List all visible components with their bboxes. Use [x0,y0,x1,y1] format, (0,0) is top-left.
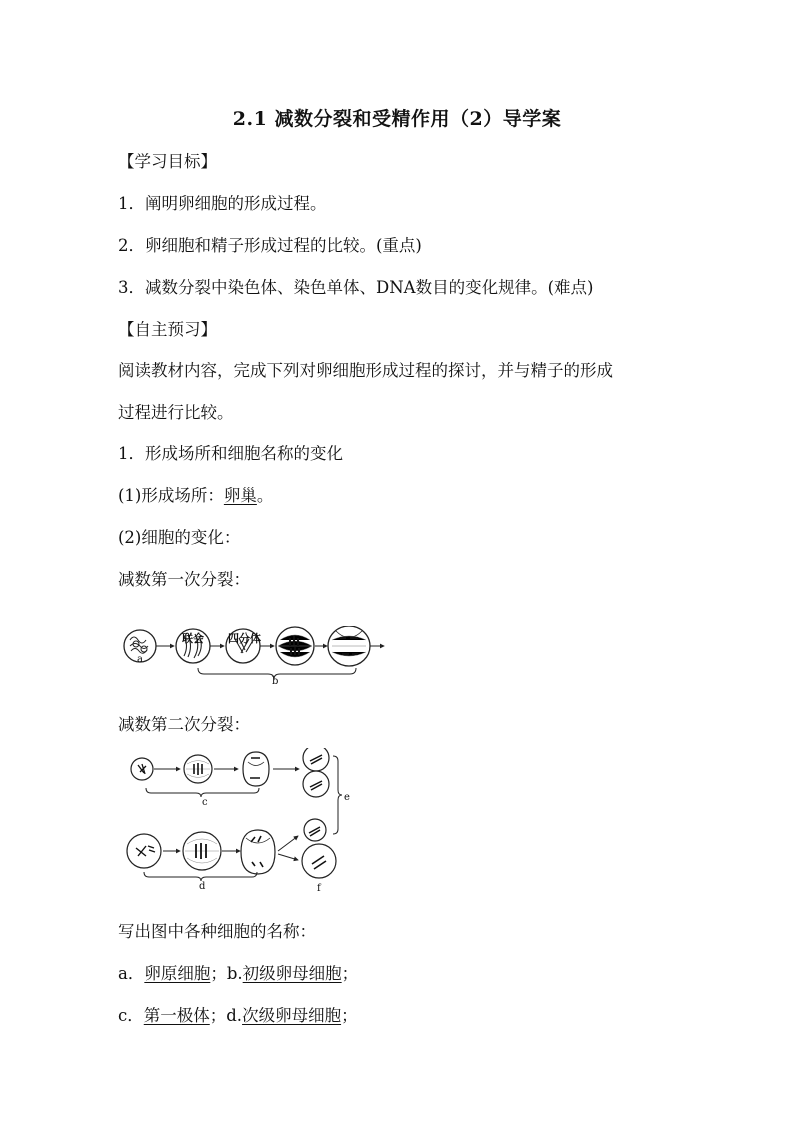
label-e: e [344,792,350,803]
page-title: 2.1 减数分裂和受精作用（2）导学案 [232,108,562,130]
answer-d-prefix: ；d. [209,1006,243,1025]
question-1-1 [118,482,273,506]
names-prompt: 写出图中各种细胞的名称： [118,922,316,941]
label-c: c [202,797,208,808]
answers-line-cd [118,1002,358,1026]
answer-c: 第一极体 [143,1006,210,1025]
egg-cell [302,844,336,878]
answer-c-prefix: c． [118,1006,144,1025]
meiosis1-label: 减数第一次分裂： [118,570,250,589]
preview-intro-line2: 过程进行比较。 [118,403,234,422]
q1-1-prefix: (1)形成场所： [118,486,224,505]
answer-d-suffix: ； [341,1006,358,1025]
meiosis2-label: 减数第二次分裂： [118,715,250,734]
preview-heading: 【自主预习】 [118,320,217,339]
answers-line-ab [118,960,358,984]
answer-b-prefix: ；b. [210,964,243,983]
cell-anaphase1 [328,626,370,666]
polar-body-daughter-1 [303,748,329,771]
polar-body-small [304,819,326,841]
preview-intro-line1: 阅读教材内容，完成下列对卵细胞形成过程的探讨，并与精子的形成 [118,361,613,380]
goals-heading: 【学习目标】 [118,152,217,171]
answer-a: 卵原细胞 [144,964,211,983]
cell-metaphase1 [276,627,314,665]
secondary-oocyte-metaphase [183,832,221,870]
label-a: a [137,654,143,665]
polar-body-daughter-2 [303,771,329,797]
polar-body-anaphase [243,752,269,786]
answer-d: 次级卵母细胞 [242,1006,342,1025]
label-b: b [272,676,279,687]
answer-b: 初级卵母细胞 [242,964,342,983]
meiosis2-diagram [126,748,356,896]
answer-a-prefix: a． [118,964,145,983]
polar-body-cell [131,758,153,780]
goal-item-1: 1．阐明卵细胞的形成过程。 [118,194,327,213]
q1-1-suffix: 。 [256,486,274,505]
secondary-oocyte-cell [127,834,161,868]
secondary-oocyte-anaphase [241,830,275,874]
q1-1-answer: 卵巢 [223,486,257,505]
question-1: 1．形成场所和细胞名称的变化 [118,444,343,463]
label-f: f [317,883,321,894]
label-synapsis: 联会 [182,632,204,645]
label-d: d [199,881,206,892]
question-1-2: (2)细胞的变化： [118,528,241,547]
goal-item-3: 3．减数分裂中染色体、染色单体、DNA数目的变化规律。(难点) [118,278,594,297]
label-tetrad: 四分体 [228,632,261,645]
goal-item-2: 2．卵细胞和精子形成过程的比较。(重点) [118,236,422,255]
polar-body-metaphase [184,755,212,783]
answer-b-suffix: ； [341,964,359,983]
